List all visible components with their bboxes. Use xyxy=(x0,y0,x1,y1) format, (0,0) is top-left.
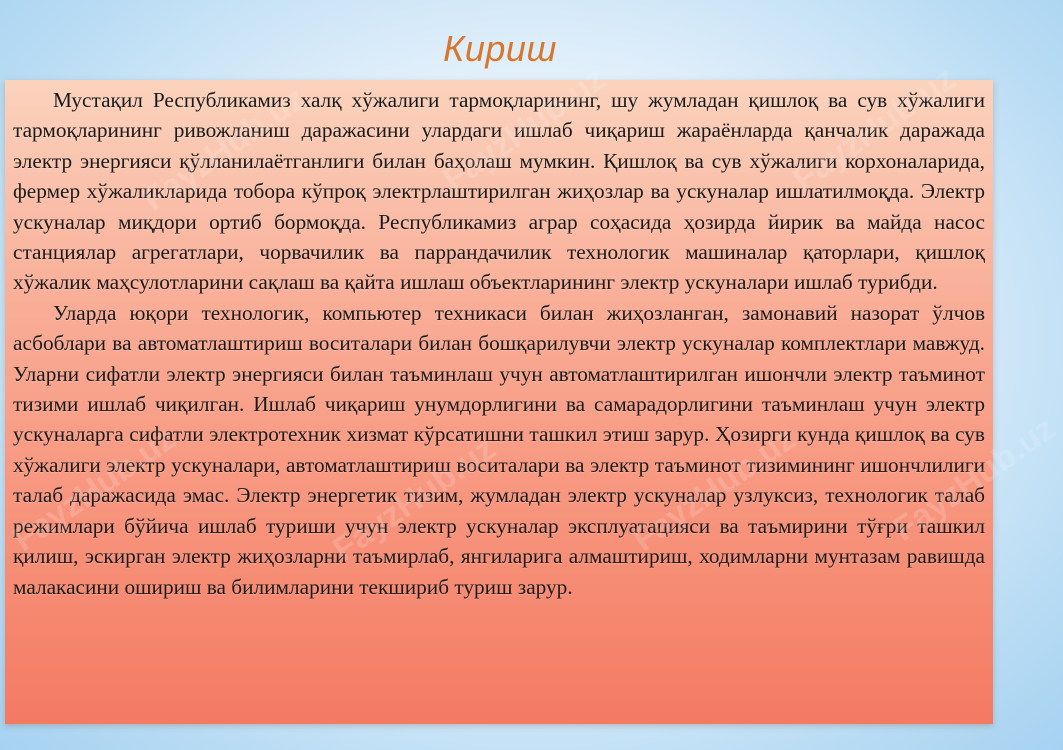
paragraph-1: Мустақил Республикамиз халқ хўжалиги тармоқларининг, шу жумладан қишлоқ ва сув хўжалиги тармоқларининг ривожланиш даражасини улардаги ишлаб чиқариш жараёнларда қанчалик даражада электр энергияси қўлланилаётганлиги билан баҳолаш мумкин. Қишлоқ ва сув хўжалиги корхоналарида, фермер хўжаликларида тобора кўпроқ электрлаштирилган жиҳозлар ва ускуналар ишлатилмоқда. Электр ускуналар миқдори ортиб бормоқда. Республикамиз аграр соҳасида ҳозирда йирик ва майда насос станциялар агрегатлари, чорвачилик ва паррандачилик технологик машиналар қаторлари, қишлоқ хўжалик маҳсулотларини сақлаш ва қайта ишлаш объектларининг электр ускуналари ишлаб турибди. xyxy=(13,88,985,295)
slide-title: Кириш xyxy=(443,28,557,69)
paragraph-2: Уларда юқори технологик, компьютер техникаси билан жиҳозланган, замонавий назорат ўлчов асбоблари ва автоматлаштириш воситалари билан бошқарилувчи электр ускуналар комплектлари мавжуд. Уларни сифатли электр энергияси билан таъминлаш учун автоматлаштирилган ишончли электр таъминот тизими ишлаб чиқилган. Ишлаб чиқариш унумдорлигини ва самарадорлигини таъминлаш учун электр ускуналарга сифатли электротехник хизмат кўрсатишни ташкил этиш зарур. Ҳозирги кунда қишлоқ ва сув хўжалиги электр ускуналари, автоматлаштириш воситалари ва электр таъминот тизимининг ишончлилиги талаб даражасида эмас. Электр энергетик тизим, жумладан электр ускуналар узлуксиз, технологик талаб режимлари бўйича ишлаб туриши учун электр ускуналар эксплуатацияси ва таъмирини тўғри ташкил қилиш, эскирган электр жиҳозларни таъмирлаб, янгиларига алмаштириш, ходимларни мунтазам равишда малакасини ошириш ва билимларини текшириб туриш зарур. xyxy=(13,300,985,599)
content-box xyxy=(5,80,993,724)
